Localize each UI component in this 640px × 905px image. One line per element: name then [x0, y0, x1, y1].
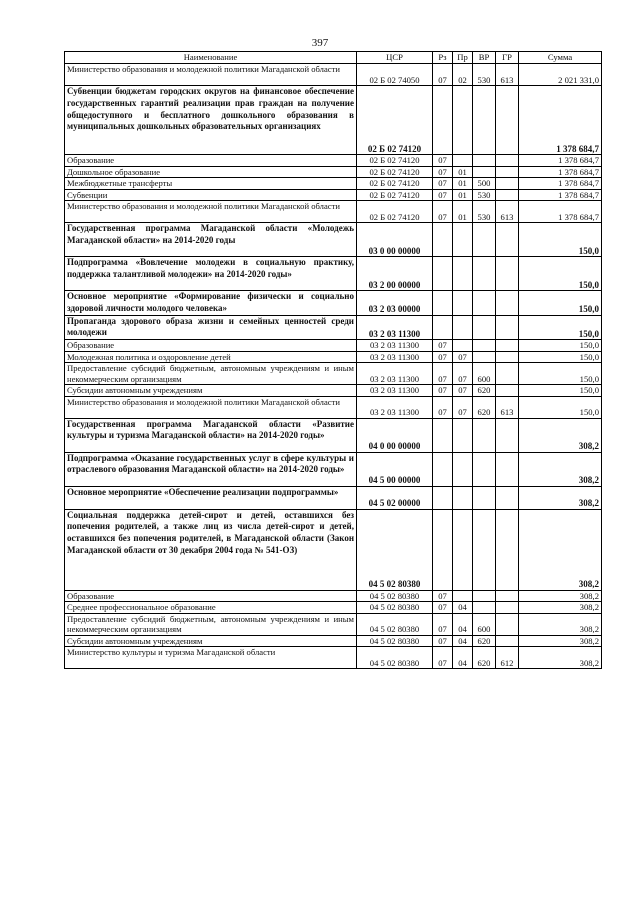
cell-vr: 530 — [473, 201, 496, 223]
cell-pr: 01 — [453, 166, 473, 178]
cell-rz — [433, 291, 453, 316]
cell-gr — [496, 291, 519, 316]
cell-pr: 07 — [453, 385, 473, 397]
cell-gr — [496, 155, 519, 167]
cell-vr — [473, 486, 496, 509]
cell-rz: 07 — [433, 602, 453, 614]
cell-rz: 07 — [433, 178, 453, 190]
cell-gr — [496, 452, 519, 486]
cell-rz — [433, 86, 453, 155]
cell-csr: 02 Б 02 74120 — [357, 201, 433, 223]
page-number: 397 — [311, 37, 329, 49]
cell-name: Образование — [65, 155, 357, 167]
cell-gr: 613 — [496, 201, 519, 223]
cell-csr: 03 2 03 11300 — [357, 363, 433, 385]
cell-sum: 308,2 — [519, 486, 602, 509]
header-sum: Сумма — [519, 52, 602, 64]
cell-rz: 07 — [433, 166, 453, 178]
cell-vr: 620 — [473, 635, 496, 647]
table-row — [65, 166, 602, 178]
cell-gr — [496, 315, 519, 340]
cell-vr: 530 — [473, 189, 496, 201]
cell-pr — [453, 340, 473, 352]
cell-rz — [433, 223, 453, 257]
cell-sum: 1 378 684,7 — [519, 201, 602, 223]
header-vr: ВР — [473, 52, 496, 64]
table-row — [65, 315, 602, 340]
cell-vr — [473, 166, 496, 178]
cell-csr: 02 Б 02 74120 — [357, 178, 433, 190]
table-row — [65, 590, 602, 602]
header-csr: ЦСР — [357, 52, 433, 64]
cell-sum: 1 378 684,7 — [519, 178, 602, 190]
cell-vr — [473, 418, 496, 452]
cell-csr: 04 5 00 00000 — [357, 452, 433, 486]
cell-name: Министерство культуры и туризма Магаданской области — [65, 647, 357, 669]
table-row — [65, 647, 602, 669]
cell-sum: 308,2 — [519, 602, 602, 614]
cell-sum: 1 378 684,7 — [519, 166, 602, 178]
cell-sum: 308,2 — [519, 613, 602, 635]
cell-name: Субвенции бюджетам городских округов на финансовое обеспечение государственных гарантий реализации прав граждан на получение общедоступного и бесплатного дошкольного образования в муниципальных дошкольных образовательных организациях — [65, 86, 357, 155]
cell-name: Межбюджетные трансферты — [65, 178, 357, 190]
cell-sum: 2 021 331,0 — [519, 64, 602, 86]
cell-gr: 613 — [496, 396, 519, 418]
cell-vr: 500 — [473, 178, 496, 190]
cell-gr: 613 — [496, 64, 519, 86]
table-row — [65, 452, 602, 486]
cell-pr — [453, 315, 473, 340]
cell-gr — [496, 613, 519, 635]
cell-rz: 07 — [433, 189, 453, 201]
cell-gr — [496, 418, 519, 452]
cell-name: Социальная поддержка детей-сирот и детей, оставшихся без попечения родителей, а также лиц из числа детей-сирот и детей, оставшихся без попечения родителей, в Магаданской области (Закон Магаданской области от 30 декабря 2004 года № 541-ОЗ) — [65, 509, 357, 590]
table-row — [65, 201, 602, 223]
cell-pr — [453, 86, 473, 155]
table-row — [65, 351, 602, 363]
cell-csr: 04 5 02 80380 — [357, 509, 433, 590]
cell-rz: 07 — [433, 363, 453, 385]
table-body — [65, 52, 602, 669]
cell-name: Образование — [65, 340, 357, 352]
cell-csr: 02 Б 02 74120 — [357, 189, 433, 201]
cell-pr: 04 — [453, 613, 473, 635]
cell-gr — [496, 635, 519, 647]
table-row — [65, 418, 602, 452]
cell-pr — [453, 155, 473, 167]
cell-csr: 02 Б 02 74120 — [357, 166, 433, 178]
cell-sum: 308,2 — [519, 452, 602, 486]
cell-gr — [496, 189, 519, 201]
cell-csr: 04 5 02 00000 — [357, 486, 433, 509]
cell-gr — [496, 602, 519, 614]
cell-pr — [453, 291, 473, 316]
cell-vr — [473, 315, 496, 340]
cell-name: Министерство образования и молодежной политики Магаданской области — [65, 396, 357, 418]
cell-csr: 03 2 03 11300 — [357, 351, 433, 363]
table-row — [65, 602, 602, 614]
cell-csr: 02 Б 02 74120 — [357, 155, 433, 167]
cell-sum: 308,2 — [519, 418, 602, 452]
cell-gr — [496, 340, 519, 352]
header-gr: ГР — [496, 52, 519, 64]
cell-sum: 150,0 — [519, 396, 602, 418]
cell-vr — [473, 509, 496, 590]
table-row — [65, 189, 602, 201]
cell-csr: 03 2 03 11300 — [357, 315, 433, 340]
cell-csr: 04 5 02 80380 — [357, 613, 433, 635]
cell-sum: 1 378 684,7 — [519, 189, 602, 201]
cell-sum: 308,2 — [519, 509, 602, 590]
cell-sum: 308,2 — [519, 647, 602, 669]
table-row — [65, 486, 602, 509]
cell-rz: 07 — [433, 396, 453, 418]
cell-sum: 150,0 — [519, 340, 602, 352]
cell-sum: 150,0 — [519, 315, 602, 340]
table-row — [65, 86, 602, 155]
cell-gr — [496, 363, 519, 385]
cell-vr: 620 — [473, 396, 496, 418]
cell-vr — [473, 452, 496, 486]
cell-csr: 04 0 00 00000 — [357, 418, 433, 452]
cell-rz: 07 — [433, 155, 453, 167]
cell-sum: 150,0 — [519, 291, 602, 316]
cell-pr: 01 — [453, 178, 473, 190]
cell-gr: 612 — [496, 647, 519, 669]
cell-sum: 150,0 — [519, 385, 602, 397]
cell-rz: 07 — [433, 201, 453, 223]
cell-rz — [433, 452, 453, 486]
cell-rz: 07 — [433, 340, 453, 352]
cell-gr — [496, 223, 519, 257]
cell-name: Пропаганда здорового образа жизни и семейных ценностей среди молодежи — [65, 315, 357, 340]
cell-gr — [496, 86, 519, 155]
cell-vr — [473, 155, 496, 167]
cell-name: Предоставление субсидий бюджетным, автономным учреждениям и иным некоммерческим организациям — [65, 363, 357, 385]
cell-pr: 04 — [453, 647, 473, 669]
header-rz: Рз — [433, 52, 453, 64]
cell-vr: 620 — [473, 647, 496, 669]
cell-name: Государственная программа Магаданской области «Развитие культуры и туризма Магаданской области» на 2014-2020 годы» — [65, 418, 357, 452]
cell-rz: 07 — [433, 590, 453, 602]
cell-gr — [496, 166, 519, 178]
cell-vr — [473, 86, 496, 155]
cell-vr: 600 — [473, 363, 496, 385]
cell-sum: 1 378 684,7 — [519, 155, 602, 167]
cell-rz — [433, 315, 453, 340]
table-row — [65, 340, 602, 352]
table-row — [65, 509, 602, 590]
cell-pr: 07 — [453, 363, 473, 385]
cell-pr: 07 — [453, 396, 473, 418]
table-row — [65, 363, 602, 385]
cell-pr: 07 — [453, 351, 473, 363]
cell-name: Субвенции — [65, 189, 357, 201]
cell-vr — [473, 223, 496, 257]
cell-rz — [433, 418, 453, 452]
cell-pr — [453, 590, 473, 602]
cell-csr: 03 2 03 11300 — [357, 385, 433, 397]
cell-csr: 03 2 03 11300 — [357, 396, 433, 418]
cell-csr: 04 5 02 80380 — [357, 590, 433, 602]
cell-name: Предоставление субсидий бюджетным, автономным учреждениям и иным некоммерческим организациям — [65, 613, 357, 635]
cell-vr — [473, 340, 496, 352]
cell-vr — [473, 291, 496, 316]
cell-vr — [473, 590, 496, 602]
cell-name: Молодежная политика и оздоровление детей — [65, 351, 357, 363]
cell-pr: 02 — [453, 64, 473, 86]
cell-csr: 04 5 02 80380 — [357, 635, 433, 647]
cell-name: Министерство образования и молодежной политики Магаданской области — [65, 201, 357, 223]
cell-csr: 03 2 03 11300 — [357, 340, 433, 352]
cell-gr — [496, 257, 519, 291]
cell-sum: 150,0 — [519, 351, 602, 363]
table-row — [65, 396, 602, 418]
cell-csr: 02 Б 02 74120 — [357, 86, 433, 155]
table-row — [65, 613, 602, 635]
cell-pr — [453, 452, 473, 486]
cell-csr: 02 Б 02 74050 — [357, 64, 433, 86]
cell-gr — [496, 178, 519, 190]
cell-rz: 07 — [433, 385, 453, 397]
table-row — [65, 291, 602, 316]
cell-name: Министерство образования и молодежной политики Магаданской области — [65, 64, 357, 86]
cell-name: Подпрограмма «Вовлечение молодежи в социальную практику, поддержка талантливой молодежи» на 2014-2020 годы» — [65, 257, 357, 291]
cell-rz: 07 — [433, 647, 453, 669]
cell-vr — [473, 351, 496, 363]
table-row — [65, 155, 602, 167]
cell-rz: 07 — [433, 613, 453, 635]
cell-gr — [496, 590, 519, 602]
cell-vr: 530 — [473, 64, 496, 86]
cell-sum: 150,0 — [519, 223, 602, 257]
cell-name: Субсидии автономным учреждениям — [65, 635, 357, 647]
cell-pr — [453, 257, 473, 291]
cell-csr: 04 5 02 80380 — [357, 602, 433, 614]
cell-name: Среднее профессиональное образование — [65, 602, 357, 614]
cell-vr — [473, 257, 496, 291]
cell-csr: 03 2 03 00000 — [357, 291, 433, 316]
cell-rz: 07 — [433, 351, 453, 363]
cell-csr: 03 0 00 00000 — [357, 223, 433, 257]
cell-rz: 07 — [433, 64, 453, 86]
cell-name: Основное мероприятие «Формирование физически и социально здоровой личности молодого человека» — [65, 291, 357, 316]
cell-vr: 600 — [473, 613, 496, 635]
header-pr: Пр — [453, 52, 473, 64]
cell-pr: 01 — [453, 189, 473, 201]
cell-name: Образование — [65, 590, 357, 602]
cell-gr — [496, 486, 519, 509]
header-name: Наименование — [65, 52, 357, 64]
cell-sum: 1 378 684,7 — [519, 86, 602, 155]
cell-sum: 150,0 — [519, 363, 602, 385]
cell-rz: 07 — [433, 635, 453, 647]
cell-gr — [496, 509, 519, 590]
cell-sum: 150,0 — [519, 257, 602, 291]
table-row — [65, 635, 602, 647]
cell-gr — [496, 385, 519, 397]
cell-vr: 620 — [473, 385, 496, 397]
cell-name: Субсидии автономным учреждениям — [65, 385, 357, 397]
cell-pr: 04 — [453, 602, 473, 614]
cell-sum: 308,2 — [519, 635, 602, 647]
cell-pr — [453, 223, 473, 257]
cell-csr: 04 5 02 80380 — [357, 647, 433, 669]
cell-rz — [433, 509, 453, 590]
table-row — [65, 223, 602, 257]
table-row — [65, 257, 602, 291]
table-row — [65, 64, 602, 86]
cell-pr — [453, 509, 473, 590]
table-row — [65, 385, 602, 397]
table-header-row — [65, 52, 602, 64]
cell-csr: 03 2 00 00000 — [357, 257, 433, 291]
table-row — [65, 178, 602, 190]
cell-name: Дошкольное образование — [65, 166, 357, 178]
cell-pr: 01 — [453, 201, 473, 223]
cell-name: Основное мероприятие «Обеспечение реализации подпрограммы» — [65, 486, 357, 509]
cell-rz — [433, 257, 453, 291]
cell-pr: 04 — [453, 635, 473, 647]
cell-pr — [453, 418, 473, 452]
cell-name: Государственная программа Магаданской области «Молодежь Магаданской области» на 2014-2020 годы — [65, 223, 357, 257]
budget-table — [64, 51, 602, 669]
cell-pr — [453, 486, 473, 509]
cell-sum: 308,2 — [519, 590, 602, 602]
cell-name: Подпрограмма «Оказание государственных услуг в сфере культуры и отраслевого образования Магаданской области» на 2014-2020 годы» — [65, 452, 357, 486]
cell-vr — [473, 602, 496, 614]
cell-gr — [496, 351, 519, 363]
cell-rz — [433, 486, 453, 509]
